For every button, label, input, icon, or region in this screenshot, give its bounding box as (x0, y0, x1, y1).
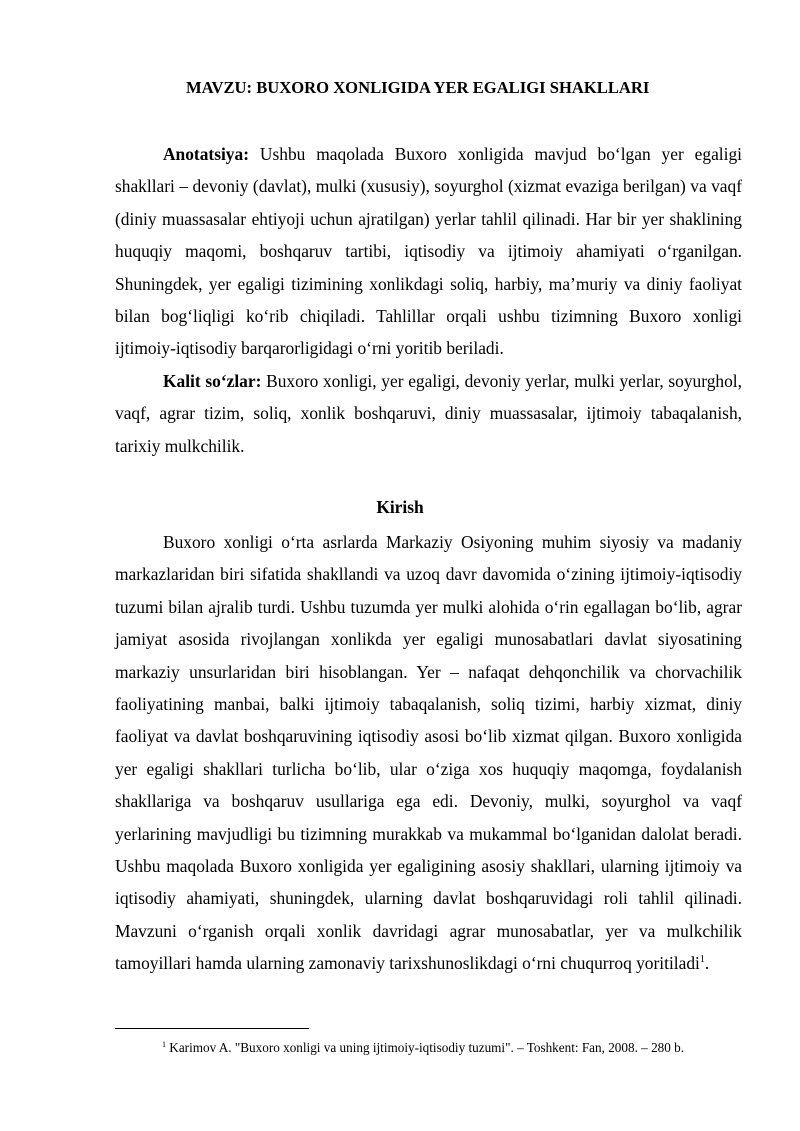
intro-end: . (704, 953, 710, 974)
keywords-text: Buxoro xonligi, yer egaligi, devoniy yerlar, mulki yerlar, soyurghol, vaqf, agrar tizim, soliq, xonlik boshqaruvi, diniy muassasalar, ijtimoiy tabaqalanish, tarixiy mulkchilik. (115, 371, 742, 456)
footnote-divider (115, 1028, 309, 1029)
intro-text: Buxoro xonligi o‘rta asrlarda Markaziy Osiyoning muhim siyosiy va madaniy markazlaridan biri sifatida shakllandi va uzoq davr davomida o‘zining ijtimoiy-iqtisodiy tuzumi bilan ajralib turdi. Ushbu tuzumda yer mulki alohida o‘rin egallagan bo‘lib, agrar jamiyat asosida rivojlangan xonlikda yer egaligi munosabatlari davlat siyosatining markaziy unsurlaridan biri hisoblangan. Yer – nafaqat dehqonchilik va chorvachilik faoliyatining manbai, balki ijtimoiy tabaqalanish, soliq tizimi, harbiy xizmat, diniy faoliyat va davlat boshqaruvining iqtisodiy asosi bo‘lib xizmat qilgan. Buxoro xonligida yer egaligi shakllari turlicha bo‘lib, ular o‘ziga xos huquqiy maqomga, foydalanish shakllariga va boshqaruv usullariga ega edi. Devoniy, mulki, soyurghol va vaqf yerlarining mavjudligi bu tizimning murakkab va mukammal bo‘lganidan dalolat beradi. Ushbu maqolada Buxoro xonligida yer egaligining asosiy shakllari, ularning ijtimoiy va iqtisodiy ahamiyati, shuningdek, ularning davlat boshqaruvidagi roli tahlil qilinadi. Mavzuni o‘rganish orqali xonlik davridagi agrar munosabatlar, yer va mulkchilik tamoyillari hamda ularning zamonaviy tarixshunoslikdagi o‘rni chuqurroq yoritiladi (115, 532, 742, 974)
footnote (162, 1040, 684, 1056)
section-heading-intro: Kirish (376, 497, 424, 517)
keywords-label: Kalit so‘zlar: (163, 371, 262, 391)
footnote-reference[interactable]: 1 (699, 954, 705, 966)
abstract-text: Ushbu maqolada Buxoro xonligida mavjud bo‘lgan yer egaligi shakllari – devoniy (davlat), mulki (xususiy), soyurghol (xizmat evaziga berilgan) va vaqf (diniy muassasalar ehtiyoji uchun ajratilgan) yerlar tahlil qilinadi. Har bir yer shaklining huquqiy maqomi, boshqaruv tartibi, iqtisodiy va ijtimoiy ahamiyati o‘rganilgan. Shuningdek, yer egaligi tizimining xonlikdagi soliq, harbiy, ma’muriy va diniy faoliyat bilan bog‘liqligi ko‘rib chiqiladi. Tahlillar orqali ushbu tizimning Buxoro xonligi ijtimoiy-iqtisodiy barqarorligidagi o‘rni yoritib beriladi. (115, 144, 742, 359)
abstract-paragraph (115, 138, 742, 365)
abstract-label: Anotatsiya: (163, 144, 249, 164)
footnote-text: Karimov A. "Buxoro xonligi va uning ijtimoiy-iqtisodiy tuzumi". – Toshkent: Fan, 2008. – 280 b. (169, 1040, 685, 1055)
intro-paragraph (115, 526, 742, 980)
footnote-number: 1 (162, 1040, 166, 1050)
page-title: MAVZU: BUXORO XONLIGIDA YER EGALIGI SHAKLLARI (186, 78, 650, 97)
keywords-paragraph (115, 365, 742, 462)
